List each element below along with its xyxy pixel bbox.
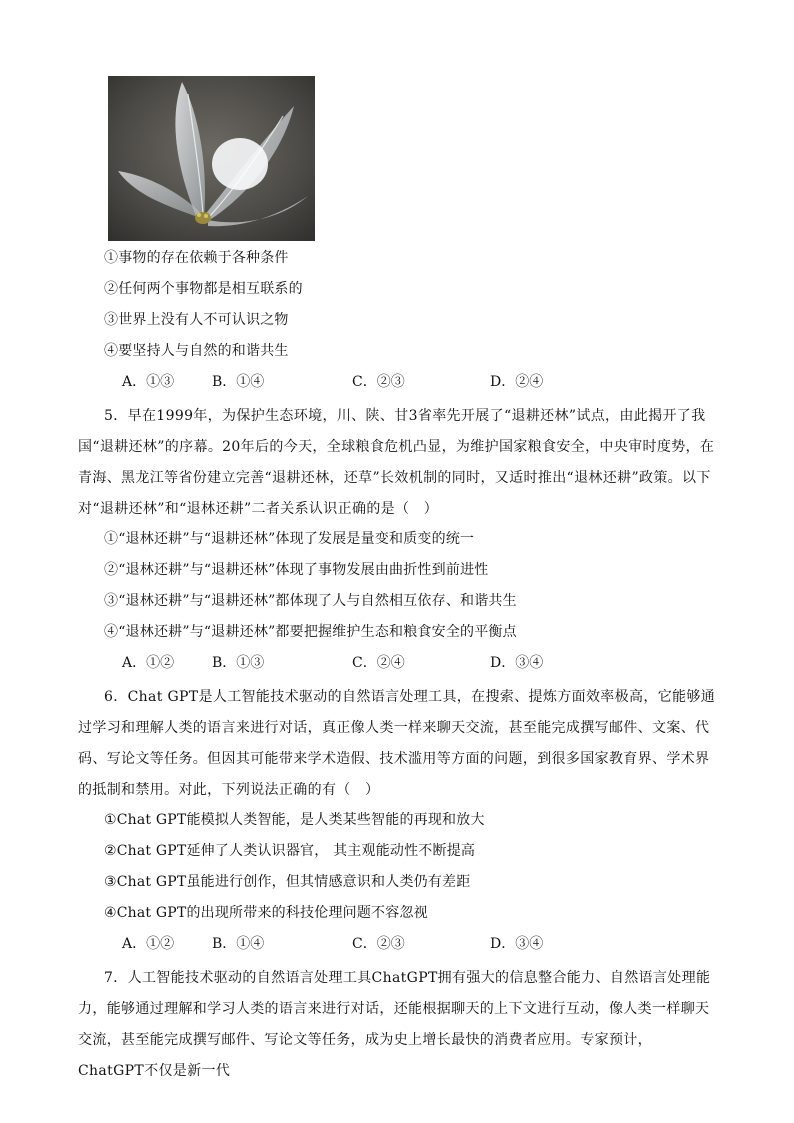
q6-stem-text: 6．Chat GPT是人工智能技术驱动的自然语言处理工具，在搜索、提炼方面效率极高，它能够通过学习和理解人类的语言来进行对话，真正像人类一样来聊天交流，甚至能完成撰写邮件、文案、代码、写论文等任务。但因其可能带来学术造假、技术滥用等方面的问题，到很多国家教育界、学术界的抵制和禁用。对此，下列说法正确的有（ ）: [78, 689, 716, 798]
q5-stem: [78, 401, 718, 525]
q5-option-a[interactable]: A．①②: [122, 655, 175, 671]
q6-stem: [78, 682, 718, 806]
q4-option-b[interactable]: B．①④: [212, 374, 265, 390]
q6-option-c[interactable]: C．②③: [352, 936, 405, 952]
q4-statement-2: ②任何两个事物都是相互联系的: [104, 281, 303, 297]
q4-statement-3: ③世界上没有人不可认识之物: [104, 312, 289, 328]
q4-statement-1: ①事物的存在依赖于各种条件: [104, 250, 289, 266]
q4-option-c[interactable]: C．②③: [352, 374, 405, 390]
q6-statement-3: ③Chat GPT虽能进行创作，但其情感意识和人类仍有差距: [104, 874, 471, 890]
q5-statement-4: ④“退林还耕”与“退耕还林”都要把握维护生态和粮食安全的平衡点: [104, 624, 517, 640]
q5-statement-1: ①“退林还耕”与“退耕还林”体现了发展是量变和质变的统一: [104, 531, 475, 547]
q7-stem-text: 7．人工智能技术驱动的自然语言处理工具ChatGPT拥有强大的信息整合能力、自然语言处理能力，能够通过理解和学习人类的语言来进行对话，还能根据聊天的上下文进行互动，像人类一样聊天交流，甚至能完成撰写邮件、写论文等任务，成为史上增长最快的消费者应用。专家预计，ChatGPT不仅是新一代: [78, 970, 711, 1079]
q6-option-a[interactable]: A．①②: [122, 936, 175, 952]
q5-statement-2: ②“退林还耕”与“退耕还林”体现了事物发展由曲折性到前进性: [104, 562, 489, 578]
q5-option-c[interactable]: C．②④: [352, 655, 405, 671]
q4-option-a[interactable]: A．①③: [122, 374, 175, 390]
q4-statement-4: ④要坚持人与自然的和谐共生: [104, 343, 289, 359]
q5-statement-3: ③“退林还耕”与“退耕还林”都体现了人与自然相互依存、和谐共生: [104, 593, 517, 609]
q6-option-d[interactable]: D．③④: [490, 936, 544, 952]
q4-option-d[interactable]: D．②④: [490, 374, 544, 390]
q6-statement-4: ④Chat GPT的出现所带来的科技伦理问题不容忽视: [104, 905, 428, 921]
q5-option-b[interactable]: B．①③: [212, 655, 265, 671]
q6-statement-1: ①Chat GPT能模拟人类智能，是人类某些智能的再现和放大: [104, 812, 485, 828]
q6-option-b[interactable]: B．①④: [212, 936, 265, 952]
q5-option-d[interactable]: D．③④: [490, 655, 544, 671]
q5-stem-text: 5．早在1999年，为保护生态环境，川、陕、甘3省率先开展了“退耕还林”试点，由此揭开了我国“退耕还林”的序幕。20年后的今天，全球粮食危机凸显，为维护国家粮食安全，中央审时度势，在青海、黑龙江等省份建立完善“退耕还林，还草”长效机制的同时，又适时推出“退林还耕”政策。以下对“退耕还林”和“退林还耕”二者关系认识正确的是（ ）: [78, 408, 715, 517]
q6-statement-2: ②Chat GPT延伸了人类认识器官， 其主观能动性不断提高: [104, 843, 476, 859]
q7-stem: [78, 963, 718, 1087]
flower-photo: [108, 76, 315, 241]
